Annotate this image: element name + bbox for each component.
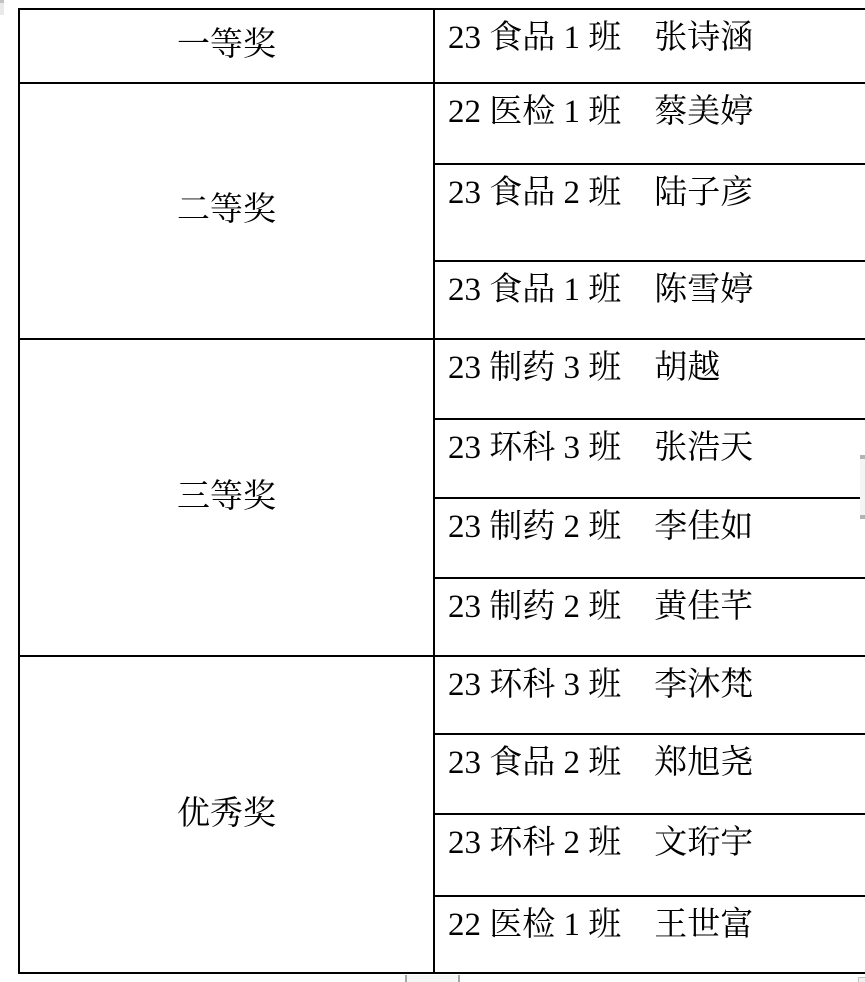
entry-cell[interactable]: 23 环科 3 班 李沐梵: [434, 656, 865, 734]
entry-cell[interactable]: 23 食品 1 班 陈雪婷: [434, 261, 865, 339]
entry-cell[interactable]: 23 制药 2 班 李佳如: [434, 498, 865, 578]
award-cell-excellence[interactable]: 优秀奖: [19, 656, 434, 973]
entry-cell[interactable]: 23 制药 3 班 胡越: [434, 339, 865, 419]
entry-cell[interactable]: 23 环科 3 班 张浩天: [434, 419, 865, 498]
vertical-scrollbar-thumb[interactable]: [860, 455, 865, 519]
entry-cell[interactable]: 23 制药 2 班 黄佳芊: [434, 578, 865, 656]
award-cell-second-prize[interactable]: 二等奖: [19, 83, 434, 339]
table-row: [19, 83, 865, 164]
entry-cell[interactable]: 23 食品 2 班 陆子彦: [434, 164, 865, 261]
entry-cell[interactable]: 22 医检 1 班 王世富: [434, 896, 865, 973]
scrollbar-cap-top: [860, 455, 865, 459]
ui-fragment-bottom-right: [858, 977, 865, 982]
awards-table: [18, 8, 865, 974]
table-row: [19, 339, 865, 419]
entry-cell[interactable]: 23 环科 2 班 文珩宇: [434, 814, 865, 896]
table-row: [19, 656, 865, 734]
horizontal-scrollbar-thumb[interactable]: [405, 975, 460, 982]
entry-cell[interactable]: 23 食品 2 班 郑旭尧: [434, 734, 865, 814]
ui-fragment-top-left: [0, 0, 4, 15]
award-cell-first-prize[interactable]: 一等奖: [19, 9, 434, 83]
award-cell-third-prize[interactable]: 三等奖: [19, 339, 434, 656]
entry-cell[interactable]: 22 医检 1 班 蔡美婷: [434, 83, 865, 164]
table-row: [19, 9, 865, 83]
entry-cell[interactable]: 23 食品 1 班 张诗涵: [434, 9, 865, 83]
scrollbar-cap-bottom: [860, 515, 865, 519]
